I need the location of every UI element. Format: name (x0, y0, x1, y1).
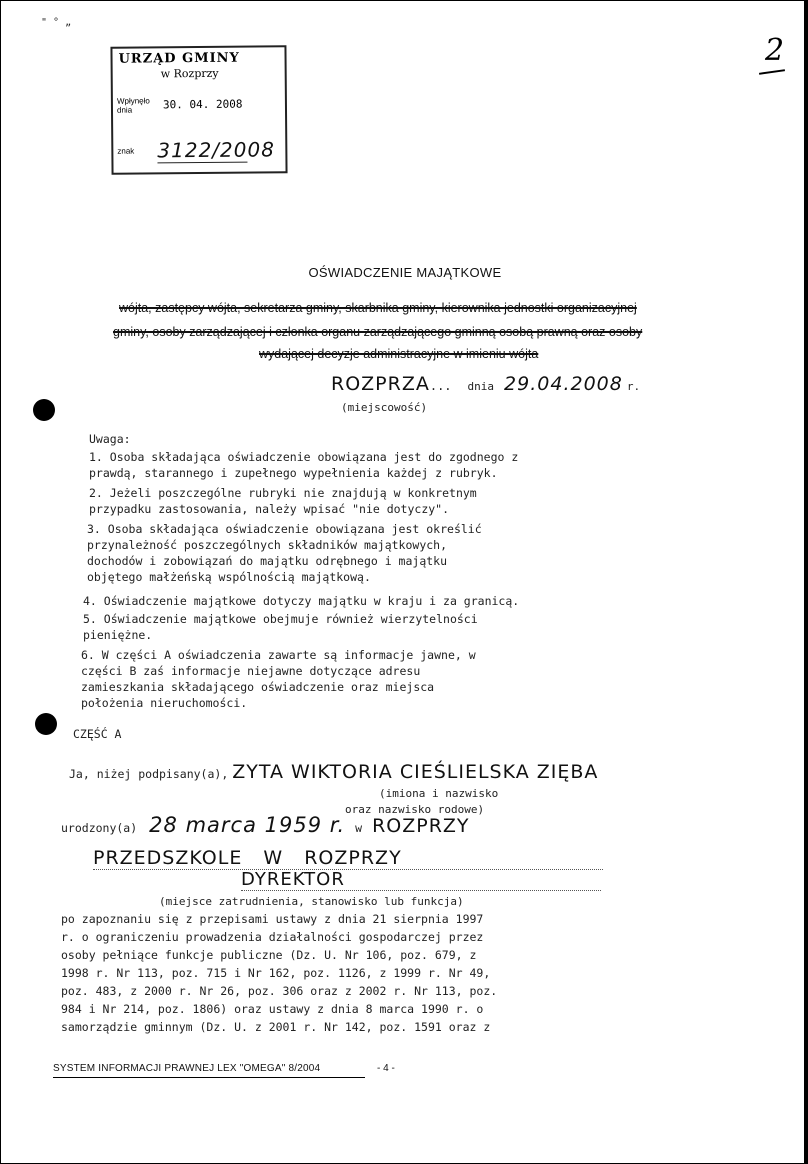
section-label: CZĘŚĆ A (73, 727, 122, 741)
note-line: 2. Jeżeli poszczególne rubryki nie znajdują w konkretnym (89, 486, 477, 500)
workplace-caption: (miejsce zatrudnienia, stanowisko lub funkcja) (159, 895, 464, 908)
workplace: PRZEDSZKOLE W ROZPRZY (93, 847, 402, 869)
stamp-ref-number: 3122/2008 (157, 137, 275, 163)
name-caption-1: (imiona i nazwisko (379, 787, 499, 800)
footer-text: SYSTEM INFORMACJI PRAWNEJ LEX "OMEGA" 8/2004 (53, 1063, 321, 1074)
stamp-received-date: 30. 04. 2008 (162, 97, 243, 112)
stamp-ref-label: znak (117, 146, 135, 156)
note-line: dochodów i zobowiązań do majątku odrębnego i majątku (87, 554, 448, 568)
document-title: OŚWIADCZENIE MAJĄTKOWE (308, 265, 502, 280)
signer-name: ZYTA WIKTORIA CIEŚLIELSKA ZIĘBA (232, 761, 599, 783)
date-suffix: r. (626, 380, 641, 393)
legal-text-line: osoby pełniące funkcje publiczne (Dz. U. Nr 106, poz. 679, z (61, 948, 477, 962)
note-line: objętego małżeńską wspólnością majątkową. (87, 570, 371, 584)
legal-text-line: samorządzie gminnym (Dz. U. z 2001 r. Nr 142, poz. 1591 oraz z (61, 1020, 491, 1034)
stamp-received-label: Wpłynęło dnia (116, 96, 150, 115)
note-line: pieniężne. (83, 628, 153, 642)
born-in: w (355, 821, 363, 835)
subtitle-line-3-text: wydającej decyzje administracyjne w imieniu wójta (259, 347, 539, 361)
signer-line (69, 761, 598, 783)
note-line: 5. Oświadczenie majątkowe obejmuje również wierzytelności (83, 612, 478, 626)
note-line: 6. W części A oświadczenia zawarte są informacje jawne, w (81, 648, 476, 662)
date-prefix: dnia (467, 380, 495, 393)
place-handwritten: ROZPRZA (331, 373, 430, 395)
name-caption-2: oraz nazwisko rodowe) (345, 803, 485, 816)
born-date: 28 marca 1959 r. (149, 813, 346, 837)
position: DYREKTOR (241, 869, 345, 890)
subtitle-line-2 (113, 325, 642, 339)
born-place: ROZPRZY (372, 815, 470, 837)
legal-text-line: 1998 r. Nr 113, poz. 715 i Nr 162, poz. 1126, z 1999 r. Nr 49, (61, 966, 491, 980)
legal-text-line: po zapoznaniu się z przepisami ustawy z dnia 21 sierpnia 1997 (61, 912, 484, 926)
signer-prefix: Ja, niżej podpisany(a), (69, 767, 229, 781)
place-dots: ... (429, 379, 452, 393)
registry-stamp (110, 45, 287, 175)
note-line: przypadku zastosowania, należy wpisać "nie dotyczy". (89, 502, 450, 516)
page-number: 2 (765, 33, 785, 68)
stamp-place: w Rozprzy (160, 66, 219, 81)
corner-mark: " ° „ (41, 17, 72, 28)
footer-mark: - 4 - (377, 1063, 395, 1074)
stamp-office: URZĄD GMINY (118, 50, 240, 67)
punch-hole-top (33, 399, 55, 421)
note-line: prawdą, starannego i zupełnego wypełnienia każdej z rubryk. (89, 466, 498, 480)
note-line: przynależność poszczególnych składników majątkowych, (87, 538, 448, 552)
place-caption: (miejscowość) (341, 401, 428, 414)
punch-hole-bottom (35, 713, 57, 735)
legal-text-line: poz. 483, z 2000 r. Nr 26, poz. 306 oraz z 2002 r. Nr 113, poz. (61, 984, 498, 998)
born-prefix: urodzony(a) (61, 821, 138, 835)
subtitle-line-1-text: wójta, zastępcy wójta, sekretarza gminy, skarbnika gminy, kierownika jednostki organizacyjnej (119, 301, 637, 315)
page-number-underline (759, 69, 785, 75)
stamp-underline (157, 162, 247, 164)
footer-rule (53, 1077, 365, 1078)
note-line: 1. Osoba składająca oświadczenie obowiązana jest do zgodnego z (89, 450, 519, 464)
legal-text-line: 984 i Nr 214, poz. 1806) oraz ustawy z dnia 8 marca 1990 r. o (61, 1002, 484, 1016)
place-date-line (331, 373, 640, 395)
note-line: części B zaś informacje niejawne dotyczące adresu (81, 664, 421, 678)
legal-text-line: r. o ograniczeniu prowadzenia działalności gospodarczej przez (61, 930, 484, 944)
subtitle-line-2-text: gminy, osoby zarządzającej i członka organu zarządzającego gminną osobą prawną oraz osoby (113, 325, 643, 339)
date-handwritten: 29.04.2008 (504, 373, 623, 395)
notes-heading: Uwaga: (89, 432, 131, 446)
workplace-line (93, 847, 603, 870)
note-line: zamieszkania składającego oświadczenie oraz miejsca (81, 680, 435, 694)
note-line: 3. Osoba składająca oświadczenie obowiązana jest określić (87, 522, 482, 536)
note-line: 4. Oświadczenie majątkowe dotyczy majątku w kraju i za granicą. (83, 594, 520, 608)
subtitle-line-3 (259, 347, 538, 361)
subtitle-line-1 (119, 301, 637, 315)
note-line: położenia nieruchomości. (81, 696, 248, 710)
position-line (241, 869, 601, 891)
birth-line (61, 813, 470, 837)
